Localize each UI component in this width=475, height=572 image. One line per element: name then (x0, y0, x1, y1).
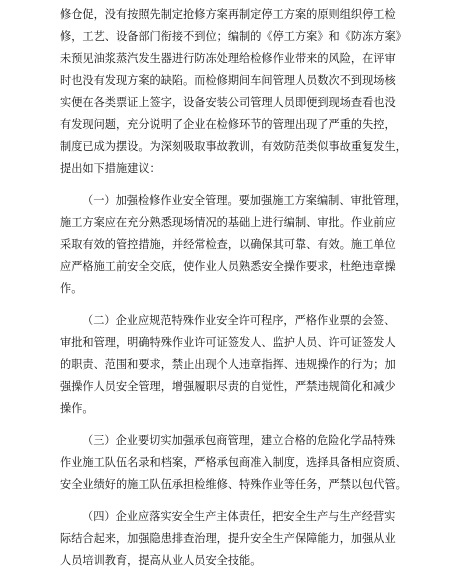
paragraph-gap (60, 180, 420, 190)
text-line: 时也没有发现方案的缺陷。而检修期间车间管理人员数次不到现场核 (60, 74, 396, 87)
document-page (60, 4, 420, 572)
text-line: 提出如下措施建议： (60, 162, 161, 175)
text-line: 的职责、范围和要求，禁止出现个人违章指挥、违规操作的行为；加 (60, 358, 396, 371)
measure-paragraph-3 (60, 430, 420, 496)
text-line: 作业施工队伍名录和档案，严格承包商准入制度，选择具备相应资质、 (60, 456, 407, 469)
text-line: 未预见油浆蒸汽发生器进行防冻处理给检修作业带来的风险，在评审 (60, 52, 396, 65)
text-line: 修，工艺、设备部门衔接不到位；编制的《停工方案》和《防冻方案》 (60, 30, 407, 43)
text-line: 强操作人员安全管理，增强履职尽责的自觉性，严禁违规简化和减少 (60, 380, 396, 393)
text-line: 修仓促，没有按照先制定抢修方案再制定停工方案的原则组织停工检 (60, 8, 396, 21)
paragraph-gap (60, 300, 420, 310)
measure-paragraph-2 (60, 310, 420, 420)
paragraph-gap (60, 420, 420, 430)
text-line: 施工方案应在充分熟悉现场情况的基础上进行编制、审批。作业前应 (60, 216, 396, 229)
text-line: 操作。 (60, 402, 94, 415)
text-line: 人员培训教育，提高从业人员安全技能。 (60, 554, 262, 567)
text-line: （一）加强检修作业安全管理。要加强施工方案编制、审批管理， (82, 194, 407, 207)
text-line: 制度已成为摆设。为深刻吸取事故教训，有效防范类似事故重复发生， (60, 140, 407, 153)
text-line: 安全业绩好的施工队伍承担检维修、特殊作业等任务，严禁以包代管。 (60, 478, 407, 491)
text-line: 应严格施工前安全交底，使作业人员熟悉安全操作要求，杜绝违章操 (60, 260, 396, 273)
measure-paragraph-4 (60, 506, 420, 572)
intro-paragraph (60, 4, 420, 180)
text-line: （二）企业应规范特殊作业安全许可程序，严格作业票的会签、 (82, 314, 396, 327)
text-line: 际结合起来，加强隐患排查治理，提升安全生产保障能力，加强从业 (60, 532, 396, 545)
measure-paragraph-1 (60, 190, 420, 300)
text-line: 有发现问题，充分说明了企业在检修环节的管理出现了严重的失控， (60, 118, 396, 131)
text-line: （四）企业应落实安全生产主体责任，把安全生产与生产经营实 (82, 510, 396, 523)
text-line: 采取有效的管控措施，并经常检查，以确保其可靠、有效。施工单位 (60, 238, 396, 251)
paragraph-gap (60, 496, 420, 506)
text-line: 实便在各类票证上签字，设备安装公司管理人员即便到现场查看也没 (60, 96, 396, 109)
text-line: 审批和管理，明确特殊作业许可证签发人、监护人员、许可证签发人 (60, 336, 396, 349)
text-line: （三）企业要切实加强承包商管理，建立合格的危险化学品特殊 (82, 434, 396, 447)
text-line: 作。 (60, 282, 83, 295)
